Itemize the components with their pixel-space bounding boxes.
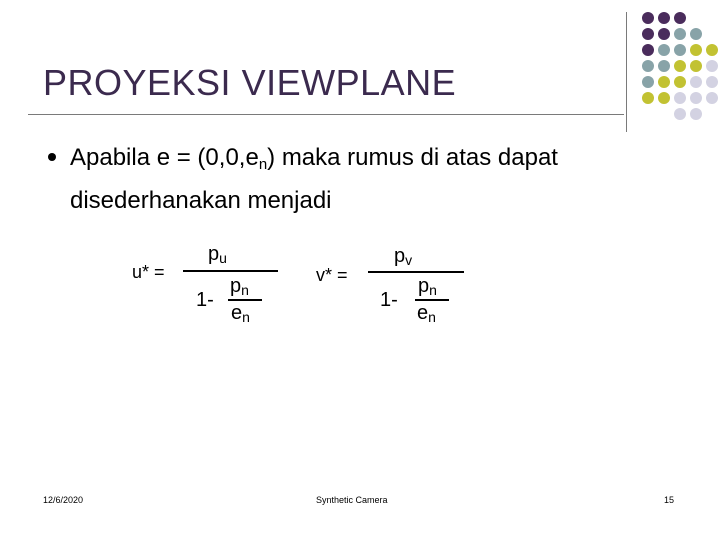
dot xyxy=(674,44,686,56)
dot xyxy=(658,92,670,104)
dot xyxy=(674,76,686,88)
dot xyxy=(642,92,654,104)
formula-u-lhs: u* = xyxy=(132,262,165,282)
formula-u-inner-denominator: $e_n$ xyxy=(231,302,250,325)
formula-u-numerator: $p_u$ xyxy=(208,243,227,266)
dot xyxy=(642,76,654,88)
dot xyxy=(706,44,718,56)
formula-v-inner-denominator: $e_n$ xyxy=(417,302,436,325)
dot xyxy=(690,76,702,88)
dot xyxy=(658,12,670,24)
bullet-dot xyxy=(48,153,56,161)
formula-u-fraction-bar xyxy=(183,270,278,272)
dot xyxy=(674,28,686,40)
dot xyxy=(690,44,702,56)
formula-v-inner-numerator: $p_n$ xyxy=(418,275,437,298)
page-title: PROYEKSI VIEWPLANE xyxy=(43,62,457,103)
footer-title: Synthetic Camera xyxy=(316,495,388,505)
dot xyxy=(674,108,686,120)
formula-v-lhs: v* = xyxy=(316,265,348,285)
dot xyxy=(642,28,654,40)
dot xyxy=(658,28,670,40)
dot xyxy=(642,60,654,72)
dot xyxy=(706,60,718,72)
formula-v-fraction-bar xyxy=(368,271,464,273)
footer-date: 12/6/2020 xyxy=(43,495,84,505)
dot xyxy=(690,28,702,40)
dot xyxy=(674,60,686,72)
dot xyxy=(690,60,702,72)
dot xyxy=(674,92,686,104)
decorative-dot-grid xyxy=(640,10,720,120)
dot xyxy=(690,108,702,120)
formula-u-inner-numerator: $p_n$ xyxy=(230,275,249,298)
dot xyxy=(642,12,654,24)
dot xyxy=(658,60,670,72)
dot xyxy=(690,92,702,104)
vertical-divider xyxy=(626,12,627,132)
dot xyxy=(642,44,654,56)
slide-number: 15 xyxy=(664,495,675,505)
title-divider xyxy=(28,114,624,115)
formula-v-inner-bar xyxy=(415,299,449,301)
bullet-text: Apabila $e = (0,0,e_n)$ maka rumus di atas dapat disederhanakan menjadi xyxy=(70,144,558,214)
formula-v-numerator: $p_v$ xyxy=(394,245,413,268)
formula-u-inner-bar xyxy=(228,299,262,301)
dot xyxy=(658,44,670,56)
dot xyxy=(706,92,718,104)
dot xyxy=(658,76,670,88)
dot xyxy=(706,76,718,88)
formula-v-denominator-prefix: 1- xyxy=(380,289,398,311)
formula-u-denominator-prefix: 1- xyxy=(196,289,214,311)
dot xyxy=(674,12,686,24)
